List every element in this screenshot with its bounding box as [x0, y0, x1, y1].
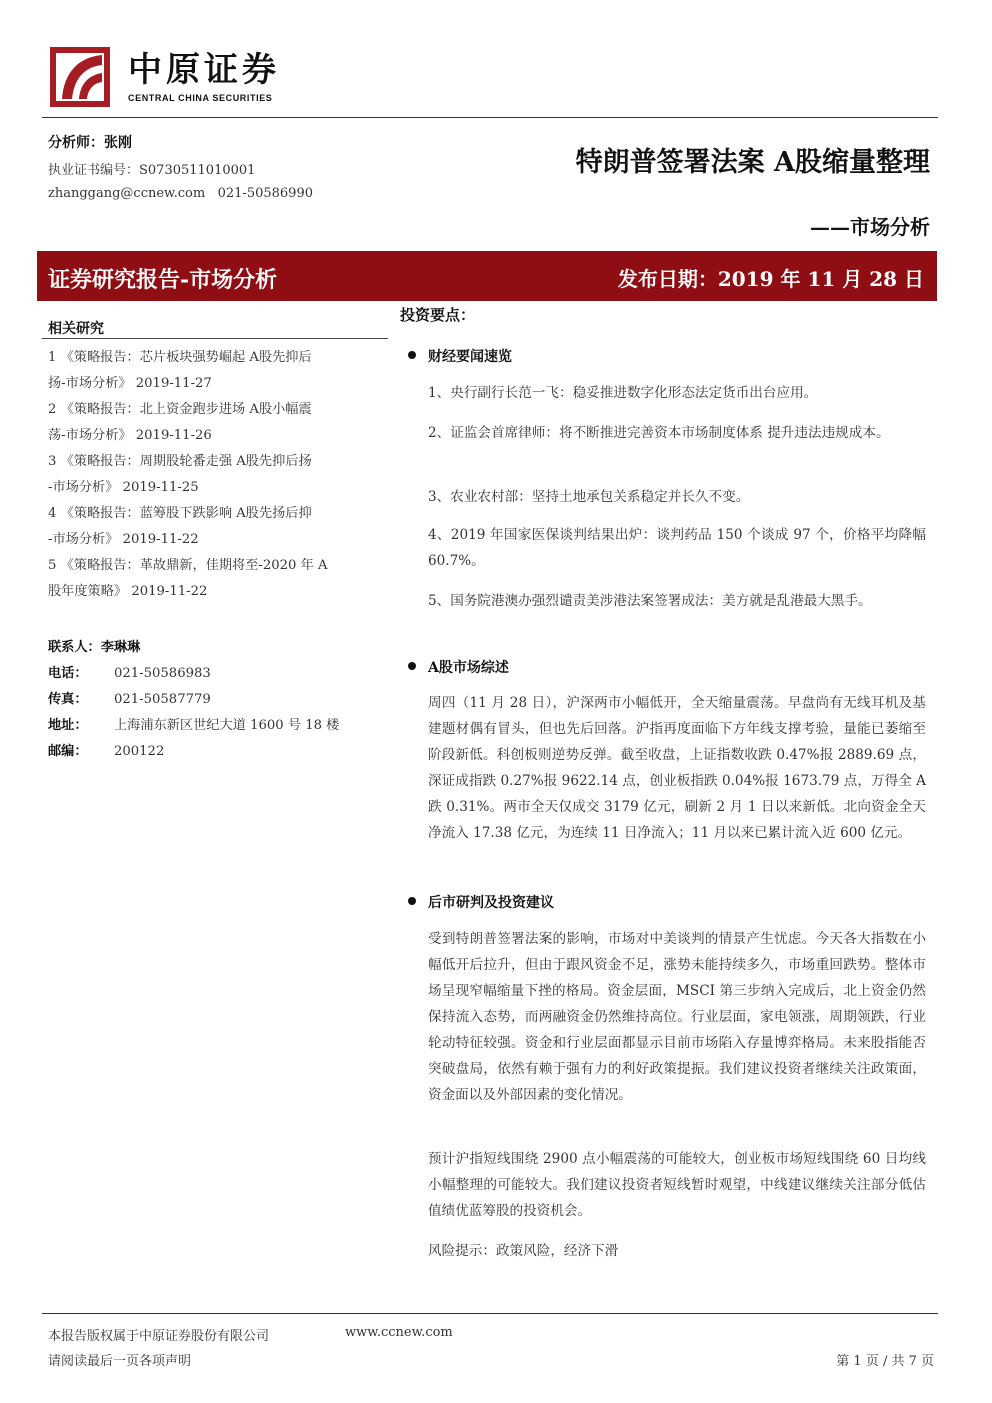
outlook-paragraph: 预计沪指短线围绕 2900 点小幅震荡的可能较大，创业板市场短线围绕 60 日均线小幅整理的可能较大。我们建议投资者短线暂时观望，中线建议继续关注部分低估值绩优蓝筹股的投资机会。: [428, 1151, 926, 1219]
zip-value: 200122: [114, 744, 165, 759]
fax-value: 021-50587779: [114, 692, 211, 707]
related-research-list: [48, 345, 388, 605]
phone-label: 电话：: [48, 666, 88, 681]
news-paragraph: 2、证监会首席律师：将不断推进完善资本市场制度体系 提升违法违规成本。: [428, 425, 890, 441]
report-subtitle: ——市场分析: [810, 215, 930, 239]
section-heading-market: [408, 657, 509, 677]
list-item: 股年度策略》 2019-11-22: [48, 584, 208, 599]
news-paragraph: 4、2019 年国家医保谈判结果出炉：谈判药品 150 个谈成 97 个，价格平均降幅 60.7%。: [428, 527, 926, 569]
footer-website: www.ccnew.com: [345, 1325, 453, 1340]
list-item: 2 《策略报告：北上资金跑步进场 A股小幅震: [48, 402, 312, 417]
section-title: A股市场综述: [428, 660, 509, 676]
news-paragraph: 5、国务院港澳办强烈谴责美涉港法案签署成法：美方就是乱港最大黑手。: [428, 593, 872, 609]
list-item: 1 《策略报告：芯片板块强势崛起 A股先抑后: [48, 350, 312, 365]
list-item: 4 《策略报告：蓝筹股下跌影响 A股先扬后抑: [48, 506, 312, 521]
section-heading-news: [408, 346, 512, 366]
news-paragraph: 3、农业农村部：坚持土地承包关系稳定并长久不变。: [428, 489, 750, 505]
analyst-contact: zhanggang@ccnew.com 021-50586990: [48, 186, 313, 201]
phone-value: 021-50586983: [114, 666, 211, 681]
zip-label: 邮编：: [48, 744, 88, 759]
list-item: 5 《策略报告：革故鼎新，佳期将至-2020 年 A: [48, 558, 328, 573]
analyst-name: 分析师：张刚: [48, 135, 132, 151]
section-heading-outlook: [408, 892, 554, 912]
logo-english-name: CENTRAL CHINA SECURITIES: [128, 93, 273, 103]
logo-chinese-name: 中原证券: [128, 50, 280, 90]
related-research-divider: [42, 338, 388, 339]
footer-copyright: 本报告版权属于中原证券股份有限公司: [48, 1329, 270, 1344]
outlook-paragraph: 受到特朗普签署法案的影响，市场对中美谈判的情景产生忧虑。今天各大指数在小幅低开后拉升，但由于跟风资金不足，涨势未能持续多久，市场重回跌势。整体市场呈现窄幅缩量下挫的格局。资金层面，MSCI 第三步纳入完成后，北上资金仍然保持流入态势，而两融资金仍然维持高位。行业层面，家电领涨，周期领跌，行业轮动特征较强。资金和行业层面都显示目前市场陷入存量博弈格局。未来股指能否突破盘局，依然有赖于强有力的利好政策提振。我们建议投资者继续关注政策面，资金面以及外部因素的变化情况。: [428, 931, 926, 1103]
page-number: 第 1 页 / 共 7 页: [836, 1354, 934, 1369]
bullet-icon: [408, 897, 416, 905]
contact-person: [48, 636, 140, 655]
list-item: -市场分析》 2019-11-25: [48, 480, 199, 495]
list-item: 扬-市场分析》 2019-11-27: [48, 376, 212, 391]
header-divider: [42, 117, 938, 118]
related-research-heading: 相关研究: [48, 321, 104, 337]
contact-zip: [48, 740, 164, 759]
publish-date: 发布日期：2019 年 11 月 28 日: [617, 267, 924, 291]
report-category: 证券研究报告-市场分析: [48, 267, 278, 293]
section-title: 后市研判及投资建议: [428, 895, 554, 911]
contact-address: [48, 714, 339, 733]
address-label: 地址：: [48, 718, 88, 733]
bullet-icon: [408, 351, 416, 359]
contact-person-label: 联系人：: [48, 640, 101, 655]
company-logo-icon: [50, 47, 110, 107]
footer-disclaimer: 请阅读最后一页各项声明: [48, 1354, 192, 1369]
market-review-paragraph: 周四（11 月 28 日），沪深两市小幅低开，全天缩量震荡。早盘尚有无线耳机及基建题材偶有冒头，但也先后回落。沪指再度面临下方年线支撑考验，量能已萎缩至阶段新低。科创板则逆势反弹。截至收盘，上证指数收跌 0.47%报 2889.69 点，深证成指跌 0.27%报 9622.14 点，创业板指跌 0.04%报 1673.79 点，万得全 A 跌 0.31%。两市全天仅成交 3179 亿元，刷新 2 月 1 日以来新低。北向资金全天净流入 17.38 亿元，为连续 11 日净流入；11 月以来已累计流入近 600 亿元。: [428, 695, 926, 841]
contact-fax: [48, 688, 211, 707]
analyst-cert: 执业证书编号：S0730511010001: [48, 163, 256, 178]
list-item: 荡-市场分析》 2019-11-26: [48, 428, 212, 443]
list-item: -市场分析》 2019-11-22: [48, 532, 199, 547]
address-value: 上海浦东新区世纪大道 1600 号 18 楼: [114, 718, 340, 733]
news-paragraph: 1、央行副行长范一飞：稳妥推进数字化形态法定货币出台应用。: [428, 385, 818, 401]
section-title: 财经要闻速览: [428, 349, 512, 365]
fax-label: 传真：: [48, 692, 88, 707]
risk-warning: 风险提示：政策风险，经济下滑: [428, 1243, 619, 1259]
contact-person-name: 李琳琳: [100, 640, 141, 655]
key-points-heading: 投资要点：: [400, 306, 476, 324]
footer-divider: [42, 1313, 938, 1314]
bullet-icon: [408, 662, 416, 670]
contact-phone: [48, 662, 211, 681]
list-item: 3 《策略报告：周期股轮番走强 A股先抑后扬: [48, 454, 312, 469]
report-title: 特朗普签署法案 A股缩量整理: [575, 147, 930, 178]
